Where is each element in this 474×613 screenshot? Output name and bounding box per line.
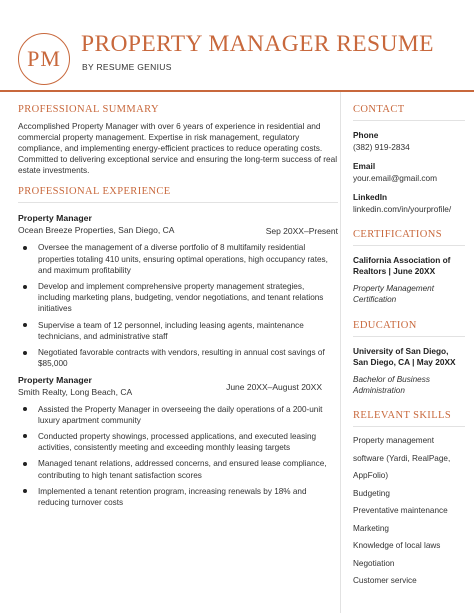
job-title: Property Manager	[18, 374, 92, 385]
job-bullet: Managed tenant relations, addressed concerns, and ensured lease compliance, contributing to high tenant satisfaction scores	[18, 458, 338, 480]
skills-list	[353, 435, 465, 586]
certification-name: Property Management Certification	[353, 284, 435, 304]
skills-divider	[353, 426, 465, 427]
summary-text: Accomplished Property Manager with over 6 years of experience in residential and commercial property management. Expertise in risk management, regulatory compliance, and implementing energy-efficient practices to reduce operating costs. Committed to delivering exceptional service and ensuring the long-term success of real estate investments.	[18, 121, 338, 176]
skill-item: Knowledge of local laws	[353, 541, 441, 550]
job-bullet: Supervise a team of 12 personnel, including leasing agents, maintenance technicians, and administrative staff	[18, 320, 338, 342]
skill-item: Budgeting	[353, 488, 390, 498]
education-degree: Bachelor of Business Administration	[353, 375, 430, 395]
experience-heading: PROFESSIONAL EXPERIENCE	[18, 186, 171, 198]
monogram-badge: PM	[18, 33, 70, 85]
job-bullet: Conducted property showings, processed applications, and executed leasing activities, consistently meeting and exceeding monthly leasing targets	[18, 431, 338, 453]
job-bullet: Assisted the Property Manager in overseeing the daily operations of a 200-unit luxury apartment community	[18, 404, 338, 426]
job-title: Property Manager	[18, 213, 92, 224]
job-bullet: Develop and implement comprehensive property management strategies, including marketing plans, budgeting, vendor negotiations, and tenant relations initiatives	[18, 281, 338, 315]
job-bullet: Negotiated favorable contracts with vendors, resulting in annual cost savings of $85,000	[18, 347, 338, 369]
skill-item: AppFolio)	[353, 471, 389, 480]
job-entry	[18, 375, 338, 509]
phone-label: Phone	[353, 130, 379, 140]
header-divider	[0, 90, 474, 92]
contact-divider	[353, 120, 465, 121]
experience-divider	[18, 202, 338, 203]
sidebar-column	[353, 104, 465, 593]
education-school: University of San Diego, San Diego, CA | May 20XX	[353, 346, 456, 367]
skill-item: Negotiation	[353, 558, 395, 568]
phone-value: (382) 919-2834	[353, 142, 410, 152]
education-heading: EDUCATION	[353, 320, 417, 331]
certifications-divider	[353, 245, 465, 246]
education-divider	[353, 336, 465, 337]
job-entry	[18, 213, 338, 369]
resume-title: PROPERTY MANAGER RESUME	[81, 31, 434, 57]
linkedin-value[interactable]: linkedin.com/in/yourprofile/	[353, 204, 452, 214]
job-dates: June 20XX–August 20XX	[226, 381, 322, 392]
email-value[interactable]: your.email@gmail.com	[353, 173, 438, 183]
certifications-heading: CERTIFICATIONS	[353, 229, 442, 240]
resume-header	[0, 0, 474, 92]
skill-item: Preventative maintenance	[353, 506, 448, 515]
job-bullet: Implemented a tenant retention program, increasing renewals by 18% and reducing turnover costs	[18, 486, 338, 508]
job-bullets	[18, 242, 338, 369]
skill-item: Property management	[353, 436, 435, 445]
skill-item: software (Yardi, RealPage,	[353, 453, 451, 463]
job-bullets	[18, 404, 338, 509]
email-label: Email	[353, 161, 376, 171]
job-bullet: Oversee the management of a diverse portfolio of 8 multifamily residential properties totaling 410 units, ensuring optimal operations, high occupancy rates, and maximum profitability	[18, 242, 338, 276]
job-company: Ocean Breeze Properties, San Diego, CA	[18, 225, 175, 236]
skills-heading: RELEVANT SKILLS	[353, 410, 452, 421]
job-company: Smith Realty, Long Beach, CA	[18, 386, 133, 397]
job-dates: Sep 20XX–Present	[265, 226, 338, 237]
summary-heading: PROFESSIONAL SUMMARY	[18, 104, 159, 115]
column-divider	[340, 92, 341, 613]
certification-title: California Association of Realtors | June 20XX	[353, 255, 451, 276]
linkedin-label: LinkedIn	[353, 192, 388, 202]
contact-heading: CONTACT	[353, 104, 405, 115]
resume-subtitle: BY RESUME GENIUS	[82, 62, 172, 72]
skill-item: Customer service	[353, 576, 417, 585]
main-column	[18, 104, 338, 513]
skill-item: Marketing	[353, 523, 389, 533]
